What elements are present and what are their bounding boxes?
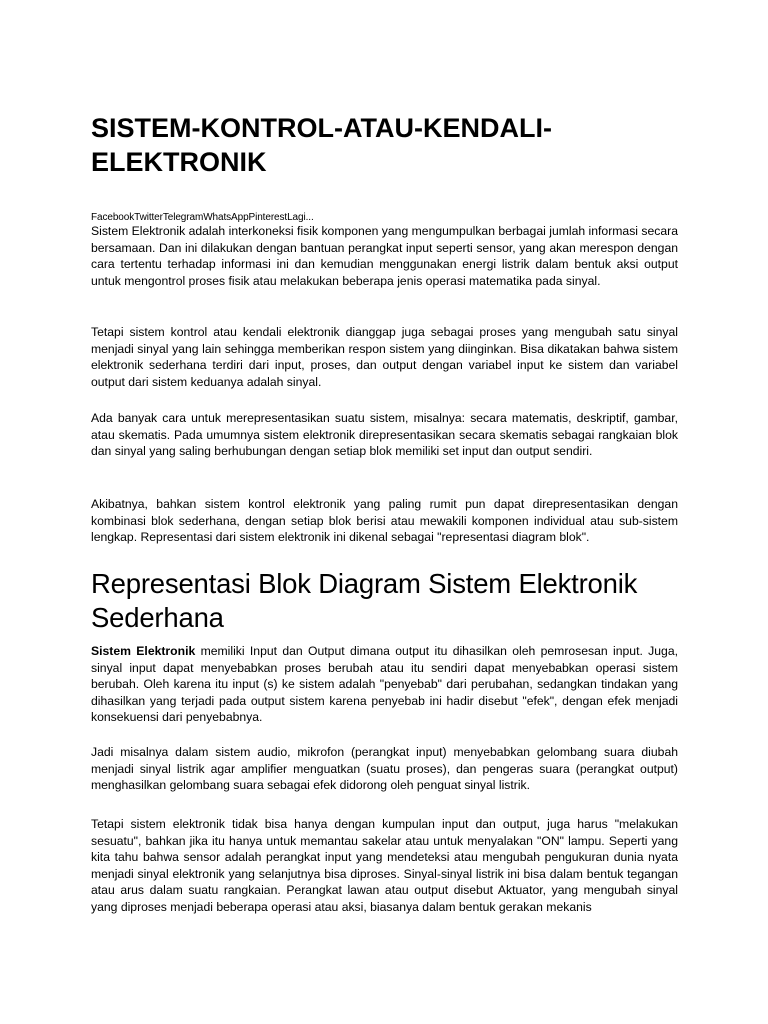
paragraph-4: Akibatnya, bahkan sistem kontrol elektronik yang paling rumit pun dapat direpresentasikan dengan kombinasi blok sederhana, dengan setiap blok berisi atau mewakili komponen individual atau sub-sistem lengkap. Representasi dari sistem elektronik ini dikenal sebagai "representasi diagram blok". [91,497,678,545]
section-title: Representasi Blok Diagram Sistem Elektronik Sederhana [91,568,638,633]
paragraph-intro: Sistem Elektronik adalah interkoneksi fisik komponen yang mengumpulkan berbagai jumlah informasi secara bersamaan. Dan ini dilakukan dengan bantuan perangkat input seperti sensor, yang akan merespon dengan cara tertentu terhadap informasi ini dan kemudian menggunakan energi listrik dalam bentuk aksi output untuk mengontrol proses fisik atau melakukan beberapa jenis operasi matematika pada sinyal. [91,224,678,288]
section-paragraph-2: Jadi misalnya dalam sistem audio, mikrofon (perangkat input) menyebabkan gelombang suara diubah menjadi sinyal listrik agar amplifier menguatkan (suatu proses), dan pengeras suara (perangkat output) menghasilkan gelombang suara sebagai efek didorong oleh penguat sinyal listrik. [91,745,678,793]
lead-text: memiliki Input dan Output dimana output itu dihasilkan oleh pemrosesan input. Juga, sinyal input dapat menyebabkan proses berubah atau itu sendiri dapat menyebabkan operasi sistem berubah. Oleh karena itu input (s) ke sistem adalah "penyebab" dari perubahan, sedangkan tindakan yang dihasilkan yang terjadi pada output sistem karena penyebab ini hadir disebut "efek", dengan efek menjadi konsekuensi dari penyebabnya. [91,644,678,725]
share-links[interactable]: FacebookTwitterTelegramWhatsAppPinterestLagi... [91,212,314,223]
paragraph-2: Tetapi sistem kontrol atau kendali elektronik dianggap juga sebagai proses yang mengubah satu sinyal menjadi sinyal yang lain sehingga memberikan respon sistem yang diinginkan. Bisa dikatakan bahwa sistem elektronik sederhana terdiri dari input, proses, dan output dengan variabel input ke sistem dan variabel output dari sistem keduanya adalah sinyal. [91,325,678,389]
section-lead-paragraph [91,643,678,726]
section-paragraph-3: Tetapi sistem elektronik tidak bisa hanya dengan kumpulan input dan output, juga harus "melakukan sesuatu", bahkan jika itu hanya untuk memantau sakelar atau untuk menyalakan "ON" lampu. Seperti yang kita tahu bahwa sensor adalah perangkat input yang mendeteksi atau mengubah pengukuran dunia nyata menjadi sinyal elektronik yang selanjutnya bisa diproses. Sinyal-sinyal listrik ini bisa dalam bentuk tegangan atau arus dalam suatu rangkaian. Perangkat lawan atau output disebut Aktuator, yang mengubah sinyal yang diproses menjadi beberapa operasi atau aksi, biasanya dalam bentuk gerakan mekanis [91,817,678,914]
page-title: SISTEM-KONTROL-ATAU-KENDALI-ELEKTRONIK [91,113,552,177]
lead-bold-term: Sistem Elektronik [91,644,196,658]
paragraph-3: Ada banyak cara untuk merepresentasikan suatu sistem, misalnya: secara matematis, deskriptif, gambar, atau skematis. Pada umumnya sistem elektronik direpresentasikan secara skematis sebagai rangkaian blok dan sinyal yang saling berhubungan dengan setiap blok memiliki set input dan output sendiri. [91,411,678,459]
